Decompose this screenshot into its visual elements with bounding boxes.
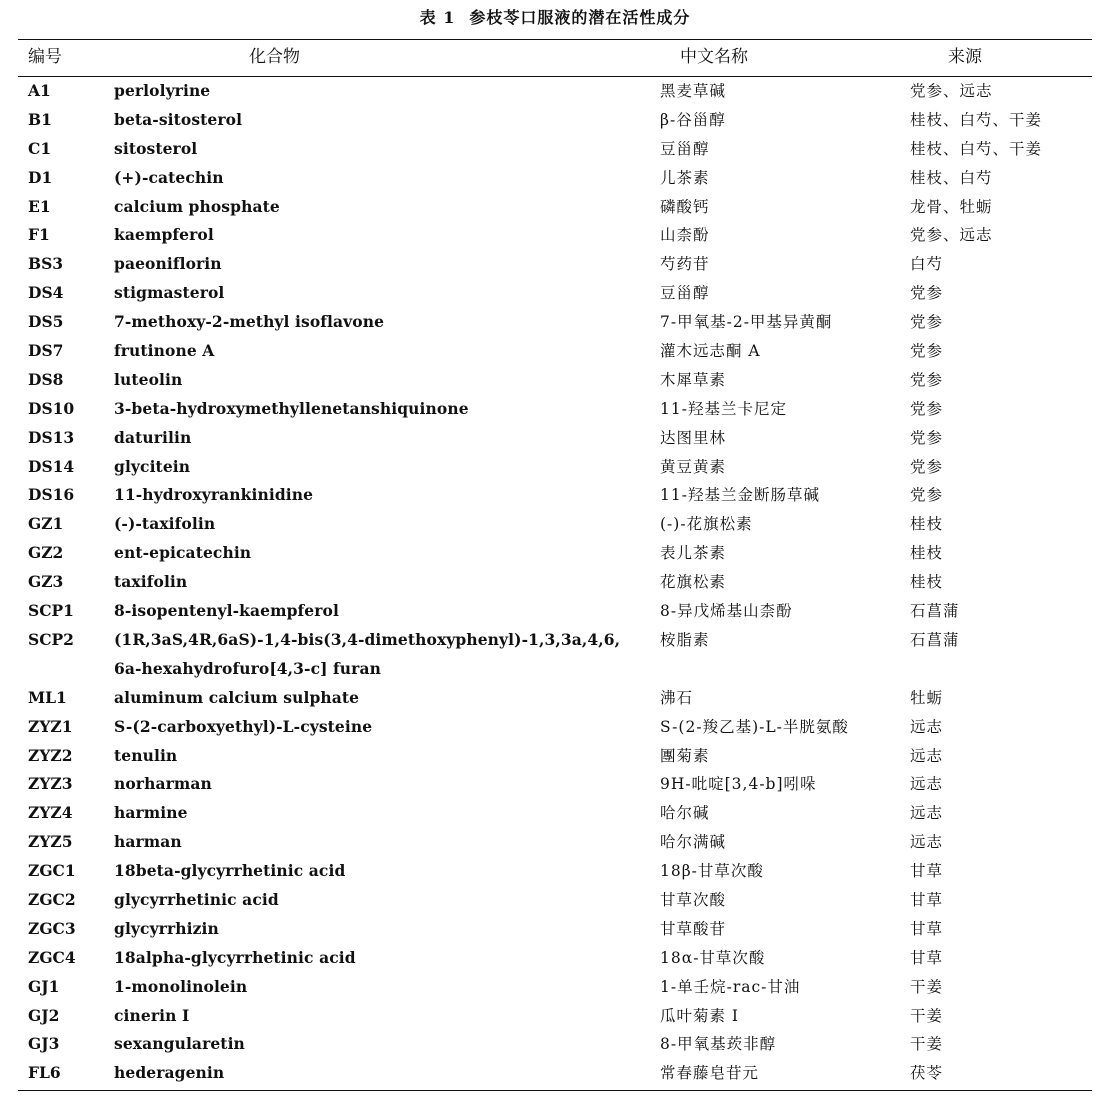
cell-compound: stigmasterol (114, 283, 225, 303)
cell-compound: harman (114, 832, 182, 852)
cell-compound: tenulin (114, 745, 178, 765)
cell-compound: perlolyrine (114, 81, 211, 100)
cell-id: SCP1 (28, 601, 74, 621)
table-number: 表 1 (419, 8, 456, 27)
cell-compound: hederagenin (114, 1063, 225, 1083)
cell-id: B1 (28, 109, 52, 129)
table-row (0, 308, 1110, 337)
cell-compound: kaempferol (114, 225, 214, 245)
bottom-rule (18, 1090, 1092, 1091)
cell-id: DS7 (28, 341, 64, 361)
cell-id: E1 (28, 196, 51, 216)
cell-source: 远志 (910, 717, 944, 736)
cell-compound: (+)-catechin (114, 167, 224, 187)
cell-source: 党参 (910, 486, 944, 505)
table-header (0, 40, 1110, 75)
cell-chinese-name: 桉脂素 (660, 630, 710, 649)
cell-compound: S-(2-carboxyethyl)-L-cysteine (114, 716, 373, 736)
cell-id: GZ3 (28, 572, 64, 592)
cell-source: 石菖蒲 (910, 602, 960, 621)
cell-compound: beta-sitosterol (114, 109, 243, 129)
cell-compound: cinerin I (114, 1005, 190, 1025)
cell-source: 远志 (910, 804, 944, 823)
cell-id: DS16 (28, 485, 75, 505)
cell-id: ZYZ2 (28, 745, 73, 765)
cell-id: ZYZ1 (28, 716, 73, 736)
table-body (0, 77, 1110, 1088)
cell-chinese-name: 瓜叶菊素 I (660, 1006, 740, 1025)
table-row (0, 77, 1110, 106)
table-row (0, 106, 1110, 135)
cell-id: GZ2 (28, 543, 64, 563)
cell-source: 龙骨、牡蛎 (910, 197, 993, 216)
cell-source: 党参 (910, 428, 944, 447)
cell-source: 牡蛎 (910, 688, 944, 707)
cell-id: A1 (28, 81, 51, 100)
cell-compound: 18alpha-glycyrrhetinic acid (114, 947, 356, 967)
cell-source: 甘草 (910, 862, 944, 881)
table-row (0, 279, 1110, 308)
header-compound: 化合物 (249, 47, 300, 67)
cell-compound: (-)-taxifolin (114, 514, 216, 534)
cell-chinese-name: 儿茶素 (660, 168, 710, 187)
cell-chinese-name: 哈尔满碱 (660, 833, 727, 852)
cell-id: ZGC2 (28, 889, 76, 909)
table-row (0, 915, 1110, 944)
table-row (0, 250, 1110, 279)
cell-compound: glycitein (114, 456, 191, 476)
table-row (0, 770, 1110, 799)
cell-source: 干姜 (910, 1035, 944, 1054)
cell-chinese-name: (-)-花旗松素 (660, 515, 753, 534)
cell-chinese-name: 哈尔碱 (660, 804, 710, 823)
cell-chinese-name: 沸石 (660, 688, 694, 707)
cell-compound: aluminum calcium sulphate (114, 687, 360, 707)
cell-id: ZYZ3 (28, 774, 73, 794)
cell-source: 党参 (910, 313, 944, 332)
cell-source: 党参 (910, 284, 944, 303)
cell-compound: glycyrrhetinic acid (114, 889, 279, 909)
cell-chinese-name: S-(2-羧乙基)-L-半胱氨酸 (660, 717, 849, 736)
cell-chinese-name: 豆甾醇 (660, 139, 710, 158)
cell-source: 干姜 (910, 977, 944, 996)
cell-compound: norharman (114, 774, 212, 794)
table-row (0, 944, 1110, 973)
table-row (0, 337, 1110, 366)
cell-id: DS4 (28, 283, 64, 303)
cell-chinese-name: 7-甲氧基-2-甲基异黄酮 (660, 313, 833, 332)
cell-id: F1 (28, 225, 50, 245)
cell-id: ML1 (28, 687, 67, 707)
cell-source: 党参、远志 (910, 226, 993, 245)
table-row (0, 453, 1110, 482)
cell-compound: 3-beta-hydroxymethyllenetanshiquinone (114, 398, 469, 418)
cell-id: GZ1 (28, 514, 64, 534)
cell-chinese-name: 豆甾醇 (660, 284, 710, 303)
cell-source: 甘草 (910, 919, 944, 938)
cell-compound: 8-isopentenyl-kaempferol (114, 601, 339, 621)
table-row (0, 799, 1110, 828)
table-row (0, 886, 1110, 915)
cell-chinese-name: 8-异戊烯基山柰酚 (660, 602, 793, 621)
cell-id: GJ1 (28, 976, 60, 996)
cell-source: 桂枝 (910, 544, 944, 563)
table-row (0, 164, 1110, 193)
table-row (0, 684, 1110, 713)
cell-chinese-name: 8-甲氧基莰非醇 (660, 1035, 777, 1054)
cell-source: 桂枝 (910, 515, 944, 534)
cell-id: DS14 (28, 456, 75, 476)
cell-source: 白芍 (910, 255, 944, 274)
cell-chinese-name: 山柰酚 (660, 226, 710, 245)
table-row (0, 1059, 1110, 1088)
cell-source: 党参 (910, 399, 944, 418)
cell-compound: 18beta-glycyrrhetinic acid (114, 861, 346, 881)
cell-id: GJ3 (28, 1034, 60, 1054)
cell-source: 茯苓 (910, 1064, 944, 1083)
cell-source: 远志 (910, 775, 944, 794)
cell-id: SCP2 (28, 629, 74, 649)
cell-id: FL6 (28, 1063, 61, 1083)
cell-compound: frutinone A (114, 341, 215, 361)
table-row (0, 742, 1110, 771)
cell-chinese-name: 花旗松素 (660, 573, 727, 592)
cell-id: DS13 (28, 427, 75, 447)
cell-source: 远志 (910, 833, 944, 852)
cell-id: ZYZ5 (28, 832, 73, 852)
cell-chinese-name: 11-羟基兰金断肠草碱 (660, 486, 820, 505)
cell-compound: 7-methoxy-2-methyl isoflavone (114, 312, 385, 332)
cell-chinese-name: 18α-甘草次酸 (660, 948, 766, 967)
cell-compound: sitosterol (114, 138, 198, 158)
cell-id: BS3 (28, 254, 64, 274)
cell-source: 党参 (910, 370, 944, 389)
cell-chinese-name: 9H-吡啶[3,4-b]吲哚 (660, 775, 817, 794)
cell-id: ZGC1 (28, 861, 76, 881)
cell-id: ZGC4 (28, 947, 76, 967)
cell-chinese-name: 磷酸钙 (660, 197, 710, 216)
table-row (0, 366, 1110, 395)
cell-compound-continued: 6a-hexahydrofuro[4,3-c] furan (114, 658, 381, 678)
cell-source: 桂枝、白芍 (910, 168, 993, 187)
cell-source: 党参 (910, 457, 944, 476)
table-row (0, 828, 1110, 857)
cell-id: GJ2 (28, 1005, 60, 1025)
cell-compound: glycyrrhizin (114, 918, 219, 938)
cell-source: 远志 (910, 746, 944, 765)
cell-chinese-name: 甘草酸苷 (660, 919, 727, 938)
table-row (0, 568, 1110, 597)
cell-source: 桂枝 (910, 573, 944, 592)
table-row (0, 539, 1110, 568)
table-row (0, 221, 1110, 250)
cell-chinese-name: 木犀草素 (660, 370, 727, 389)
cell-chinese-name: 1-单壬烷-rac-甘油 (660, 977, 801, 996)
table-row (0, 135, 1110, 164)
cell-chinese-name: 黄豆黄素 (660, 457, 727, 476)
cell-compound: (1R,3aS,4R,6aS)-1,4-bis(3,4-dimethoxyphenyl)-1,3,3a,4,6, (114, 629, 621, 649)
cell-chinese-name: β-谷甾醇 (660, 110, 726, 129)
cell-source: 甘草 (910, 890, 944, 909)
cell-chinese-name: 达图里林 (660, 428, 727, 447)
cell-compound: harmine (114, 803, 188, 823)
cell-source: 甘草 (910, 948, 944, 967)
cell-id: D1 (28, 167, 53, 187)
cell-chinese-name: 芍药苷 (660, 255, 710, 274)
cell-chinese-name: 常春藤皂苷元 (660, 1064, 760, 1083)
cell-id: ZGC3 (28, 918, 76, 938)
table-row (0, 510, 1110, 539)
cell-id: DS10 (28, 398, 75, 418)
cell-chinese-name: 18β-甘草次酸 (660, 862, 764, 881)
cell-id: DS5 (28, 312, 64, 332)
cell-compound: daturilin (114, 427, 192, 447)
cell-chinese-name: 黑麦草碱 (660, 82, 727, 100)
cell-chinese-name: 甘草次酸 (660, 890, 727, 909)
cell-chinese-name: 11-羟基兰卡尼定 (660, 399, 787, 418)
header-id: 编号 (28, 47, 62, 67)
table-row (0, 626, 1110, 684)
table-row (0, 395, 1110, 424)
cell-id: ZYZ4 (28, 803, 73, 823)
cell-source: 石菖蒲 (910, 630, 960, 649)
table-row (0, 713, 1110, 742)
cell-chinese-name: 表儿茶素 (660, 544, 727, 563)
header-chinese-name: 中文名称 (680, 47, 748, 67)
cell-source: 桂枝、白芍、干姜 (910, 110, 1043, 129)
cell-source: 干姜 (910, 1006, 944, 1025)
table-row (0, 597, 1110, 626)
cell-compound: taxifolin (114, 572, 188, 592)
cell-compound: 11-hydroxyrankinidine (114, 485, 314, 505)
header-source: 来源 (948, 47, 982, 67)
cell-compound: calcium phosphate (114, 196, 280, 216)
cell-compound: paeoniflorin (114, 254, 222, 274)
cell-compound: sexangularetin (114, 1034, 245, 1054)
cell-chinese-name: 灌木远志酮 A (660, 342, 761, 361)
cell-compound: ent-epicatechin (114, 543, 252, 563)
table-row (0, 193, 1110, 222)
table-row (0, 1002, 1110, 1031)
table-title: 参枝苓口服液的潜在活性成分 (469, 8, 691, 27)
table-row (0, 1030, 1110, 1059)
table-row (0, 481, 1110, 510)
table-caption (0, 6, 1110, 30)
cell-source: 桂枝、白芍、干姜 (910, 139, 1043, 158)
table-row (0, 857, 1110, 886)
cell-source: 党参 (910, 342, 944, 361)
cell-compound: luteolin (114, 369, 183, 389)
table-row (0, 424, 1110, 453)
cell-compound: 1-monolinolein (114, 976, 248, 996)
cell-source: 党参、远志 (910, 82, 993, 100)
cell-chinese-name: 團菊素 (660, 746, 710, 765)
table-row (0, 973, 1110, 1002)
cell-id: DS8 (28, 369, 64, 389)
cell-id: C1 (28, 138, 52, 158)
